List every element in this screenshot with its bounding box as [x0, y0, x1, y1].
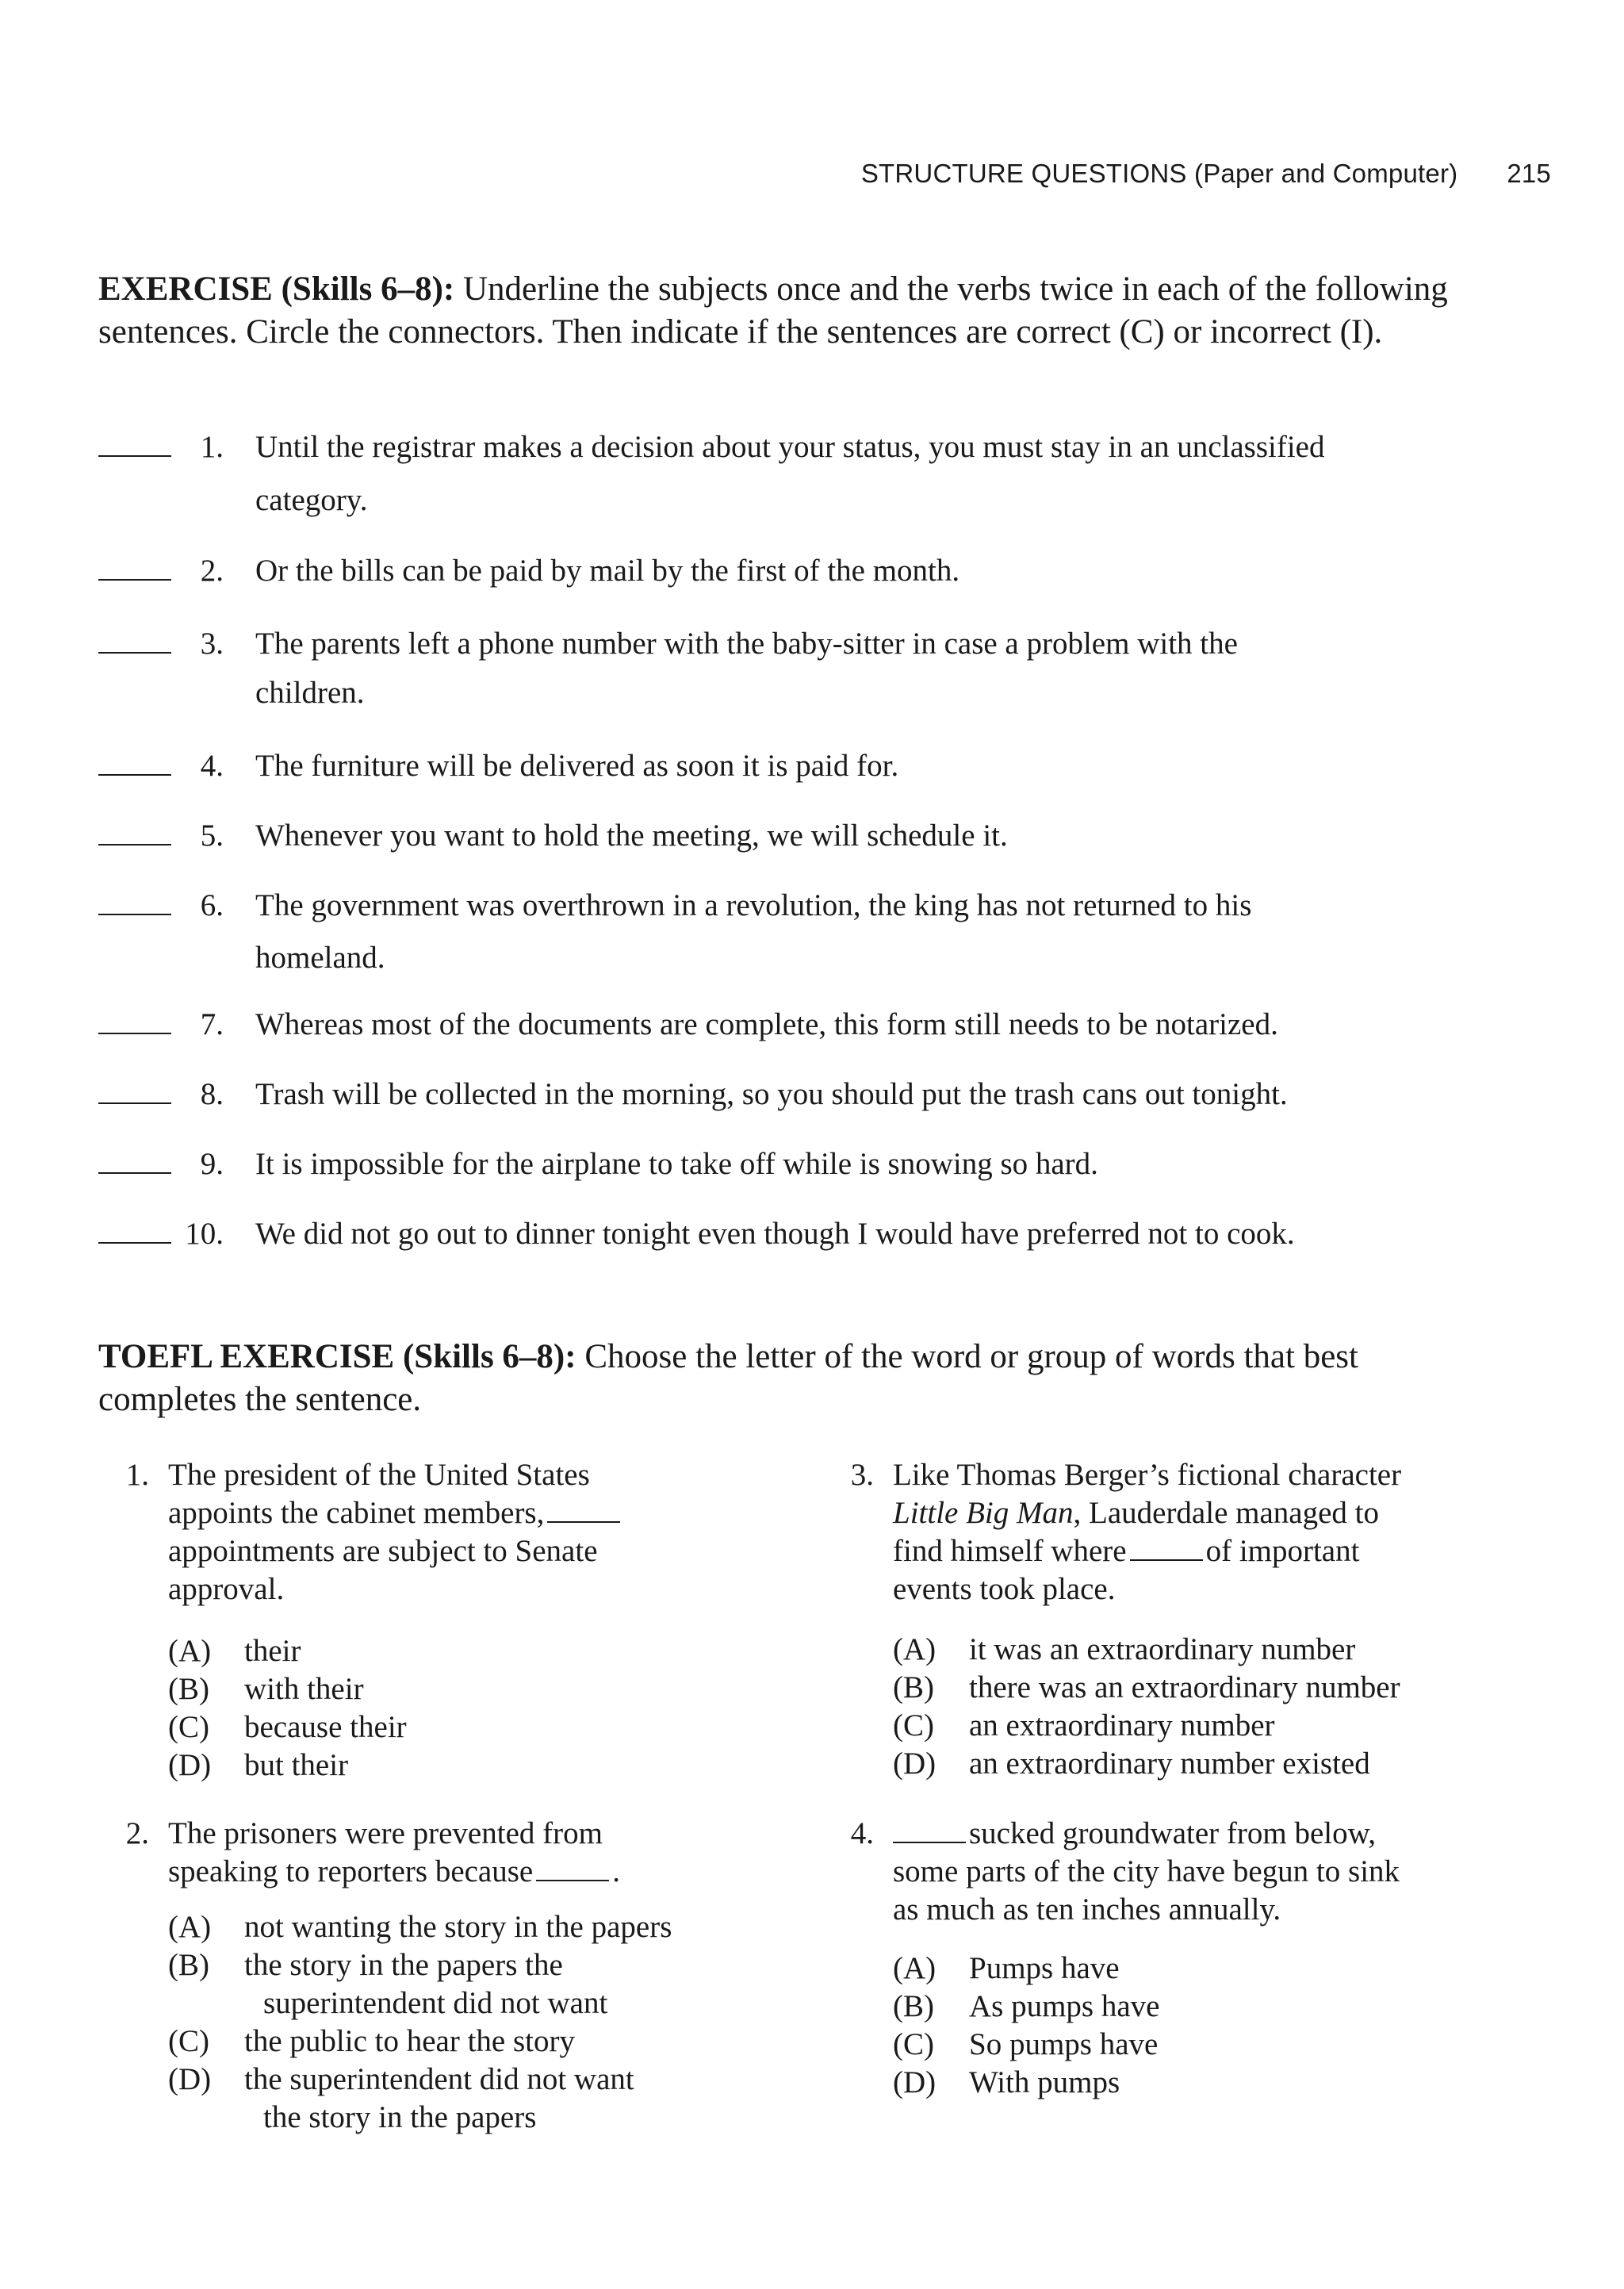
option-letter: (C) — [893, 2027, 934, 2061]
question-stem — [893, 1815, 1464, 1929]
option-text: the story in the papers the — [244, 1948, 563, 1982]
option-letter: (D) — [893, 1746, 936, 1781]
item-text: Whenever you want to hold the meeting, we will schedule it. — [255, 819, 1008, 853]
item-number: 10. — [185, 1217, 224, 1251]
option-letter: (D) — [893, 2065, 936, 2099]
item-text: Trash will be collected in the morning, so you should put the trash cans out tonight. — [255, 1077, 1288, 1111]
option-text: So pumps have — [969, 2027, 1159, 2061]
item-text-cont: category. — [255, 483, 368, 517]
item-text: Or the bills can be paid by mail by the first of the month. — [255, 554, 960, 588]
item-number: 7. — [200, 1007, 224, 1041]
stem-line: , Lauderdale managed to — [1073, 1496, 1379, 1530]
stem-line: events took place. — [893, 1572, 1116, 1606]
option-text-cont: superintendent did not want — [263, 1986, 608, 2020]
answer-gap — [536, 1856, 609, 1881]
stem-line: speaking to reporters because — [168, 1854, 534, 1888]
stem-line: find himself where — [893, 1534, 1127, 1568]
item-text: The government was overthrown in a revolution, the king has not returned to his — [255, 888, 1252, 922]
option-text: the superintendent did not want — [244, 2062, 634, 2096]
stem-line: The president of the United States — [168, 1458, 590, 1492]
option-letter: (D) — [168, 1748, 212, 1782]
question-stem — [168, 1456, 739, 1608]
stem-line: appointments are subject to Senate — [168, 1534, 598, 1568]
stem-line: The prisoners were prevented from — [168, 1816, 603, 1850]
question-number: 3. — [850, 1458, 874, 1492]
question-number: 1. — [125, 1458, 149, 1492]
option-text: it was an extraordinary number — [969, 1632, 1356, 1666]
stem-line: Like Thomas Berger’s fictional character — [893, 1458, 1402, 1492]
option-text: With pumps — [969, 2065, 1120, 2099]
stem-line: as much as ten inches annually. — [893, 1892, 1281, 1927]
item-number: 3. — [200, 627, 224, 661]
item-text: The parents left a phone number with the baby-sitter in case a problem with the — [255, 627, 1238, 661]
option-letter: (C) — [168, 1710, 209, 1744]
question-number: 4. — [850, 1816, 874, 1850]
exercise-instructions — [98, 268, 1478, 354]
running-header — [861, 159, 1551, 189]
stem-line: some parts of the city have begun to sink — [893, 1854, 1400, 1888]
book-title: Little Big Man — [893, 1496, 1074, 1530]
stem-line: sucked groundwater from below, — [969, 1816, 1376, 1850]
item-number: 2. — [200, 554, 224, 588]
option-text: with their — [244, 1672, 364, 1706]
option-letter: (B) — [168, 1948, 209, 1982]
option-text: but their — [244, 1748, 349, 1782]
option-text: As pumps have — [969, 1989, 1160, 2023]
option-text: Pumps have — [969, 1951, 1120, 1985]
option-letter: (A) — [893, 1951, 936, 1985]
item-text-cont: children. — [255, 676, 365, 710]
item-number: 1. — [200, 430, 224, 464]
exercise-instruction-text: Underline the subjects once and the verbs twice in each of the following sentences. Circle the connectors. Then indicate if the sentences are correct (C) or incorrect (I). — [98, 270, 1448, 351]
item-number: 4. — [200, 749, 224, 783]
exercise-label: EXERCISE (Skills 6–8): — [98, 270, 455, 308]
option-text: an extraordinary number existed — [969, 1746, 1370, 1781]
answer-gap — [1130, 1536, 1203, 1561]
option-letter: (B) — [168, 1672, 209, 1706]
option-letter: (B) — [893, 1670, 934, 1704]
question-number: 2. — [125, 1816, 149, 1850]
stem-line: of important — [1205, 1534, 1360, 1568]
question-stem — [893, 1456, 1464, 1608]
running-title: STRUCTURE QUESTIONS (Paper and Computer) — [860, 159, 1458, 188]
option-letter: (C) — [893, 1708, 934, 1743]
item-text: It is impossible for the airplane to take off while is snowing so hard. — [255, 1147, 1098, 1181]
question-stem: The prisoners were prevented from speaking to reporters because . — [168, 1815, 739, 1891]
option-letter: (B) — [893, 1989, 934, 2023]
option-letter: (A) — [168, 1634, 212, 1668]
item-number: 6. — [200, 888, 224, 922]
page-number: 215 — [1507, 159, 1551, 188]
item-text: Whereas most of the documents are complete, this form still needs to be notarized. — [255, 1007, 1278, 1041]
item-number: 5. — [200, 819, 224, 853]
item-number: 8. — [200, 1077, 224, 1111]
toefl-instructions — [98, 1336, 1478, 1421]
option-letter: (D) — [168, 2062, 212, 2096]
item-text: We did not go out to dinner tonight even though I would have preferred not to cook. — [255, 1217, 1295, 1251]
item-text: The furniture will be delivered as soon it is paid for. — [255, 749, 899, 783]
stem-line: appoints the cabinet members, — [168, 1496, 545, 1530]
item-text: Until the registrar makes a decision about your status, you must stay in an unclassified — [255, 430, 1325, 464]
option-letter: (A) — [893, 1632, 936, 1666]
option-text: not wanting the story in the papers — [244, 1910, 672, 1944]
option-text: their — [244, 1634, 301, 1668]
toefl-label: TOEFL EXERCISE (Skills 6–8): — [98, 1338, 576, 1375]
item-text-cont: homeland. — [255, 941, 385, 975]
stem-line: approval. — [168, 1572, 285, 1606]
option-text-cont: the story in the papers — [263, 2100, 537, 2134]
option-text: because their — [244, 1710, 407, 1744]
option-text: the public to hear the story — [244, 2024, 575, 2058]
option-text: there was an extraordinary number — [969, 1670, 1400, 1704]
answer-gap — [547, 1497, 620, 1523]
option-letter: (C) — [168, 2024, 209, 2058]
option-letter: (A) — [168, 1910, 212, 1944]
option-text: an extraordinary number — [969, 1708, 1275, 1743]
answer-gap — [893, 1818, 966, 1843]
item-number: 9. — [200, 1147, 224, 1181]
toefl-instruction-text: Choose the letter of the word or group of words that best completes the sentence. — [98, 1338, 1358, 1418]
